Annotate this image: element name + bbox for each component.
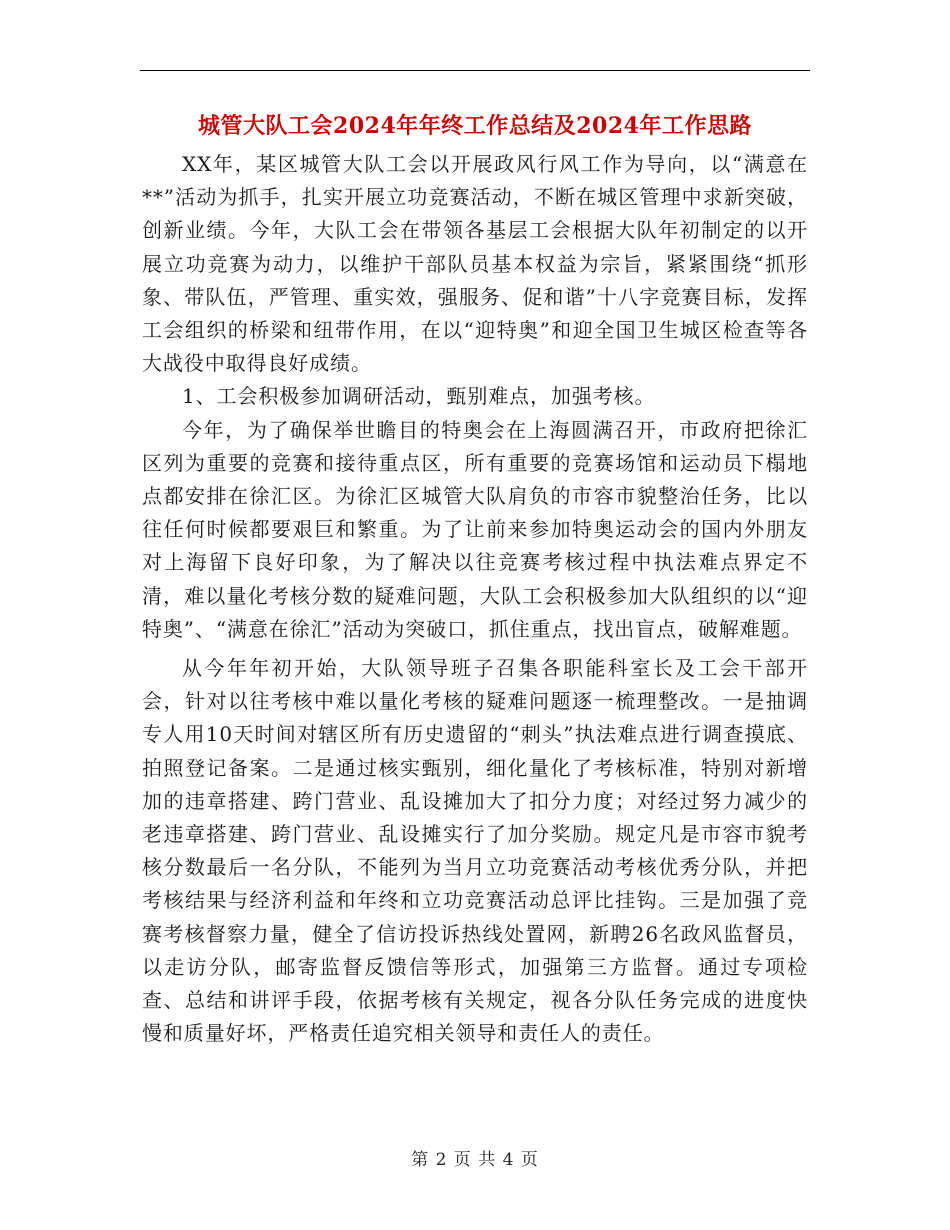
header-rule bbox=[140, 70, 810, 71]
page-number-footer: 第 2 页 共 4 页 bbox=[411, 1150, 539, 1170]
paragraph-heading-1: 1、工会积极参加调研活动，甄别难点，加强考核。 bbox=[182, 384, 656, 409]
document-title: 城管大队工会2024年年终工作总结及2024年工作思路 bbox=[198, 113, 752, 139]
paragraph-intro: XX年，某区城管大队工会以开展政风行风工作为导向，以“满意在**”活动为抓手，扎实开展立功竞赛活动，不断在城区管理中求新突破，创新业绩。今年，大队工会在带领各基层工会根据大队年初制定的以开展立功竞赛为动力，以维护干部队员基本权益为宗旨，紧紧围绕“抓形象、带队伍，严管理、重实效，强服务、促和谐”十八字竞赛目标，发挥工会组织的桥梁和纽带作用，在以“迎特奥”和迎全国卫生城区检查等各大战役中取得良好成绩。 bbox=[142, 152, 808, 376]
paragraph-assessment: 从今年年初开始，大队领导班子召集各职能科室长及工会干部开会，针对以往考核中难以量化考核的疑难问题逐一梳理整改。一是抽调专人用10天时间对辖区所有历史遗留的“刺头”执法难点进行调查摸底、拍照登记备案。二是通过核实甄别，细化量化了考核标准，特别对新增加的违章搭建、跨门营业、乱设摊加大了扣分力度；对经过努力减少的老违章搭建、跨门营业、乱设摊实行了加分奖励。规定凡是市容市貌考核分数最后一名分队，不能列为当月立功竞赛活动考核优秀分队，并把考核结果与经济利益和年终和立功竞赛活动总评比挂钩。三是加强了竞赛考核督察力量，健全了信访投诉热线处置网，新聘26名政风监督员，以走访分队，邮寄监督反馈信等形式，加强第三方监督。通过专项检查、总结和讲评手段，依据考核有关规定，视各分队任务完成的进度快慢和质量好坏，严格责任追究相关领导和责任人的责任。 bbox=[142, 656, 808, 1046]
document-body bbox=[142, 108, 808, 1050]
paragraph-special-olympics: 今年，为了确保举世瞻目的特奥会在上海圆满召开，市政府把徐汇区列为重要的竞赛和接待重点区，所有重要的竞赛场馆和运动员下榻地点都安排在徐汇区。为徐汇区城管大队肩负的市容市貌整治任务，比以往任何时候都要艰巨和繁重。为了让前来参加特奥运动会的国内外朋友对上海留下良好印象，为了解决以往竞赛考核过程中执法难点界定不清，难以量化考核分数的疑难问题，大队工会积极参加大队组织的以“迎特奥”、“满意在徐汇”活动为突破口，抓住重点，找出盲点，破解难题。 bbox=[142, 417, 808, 641]
